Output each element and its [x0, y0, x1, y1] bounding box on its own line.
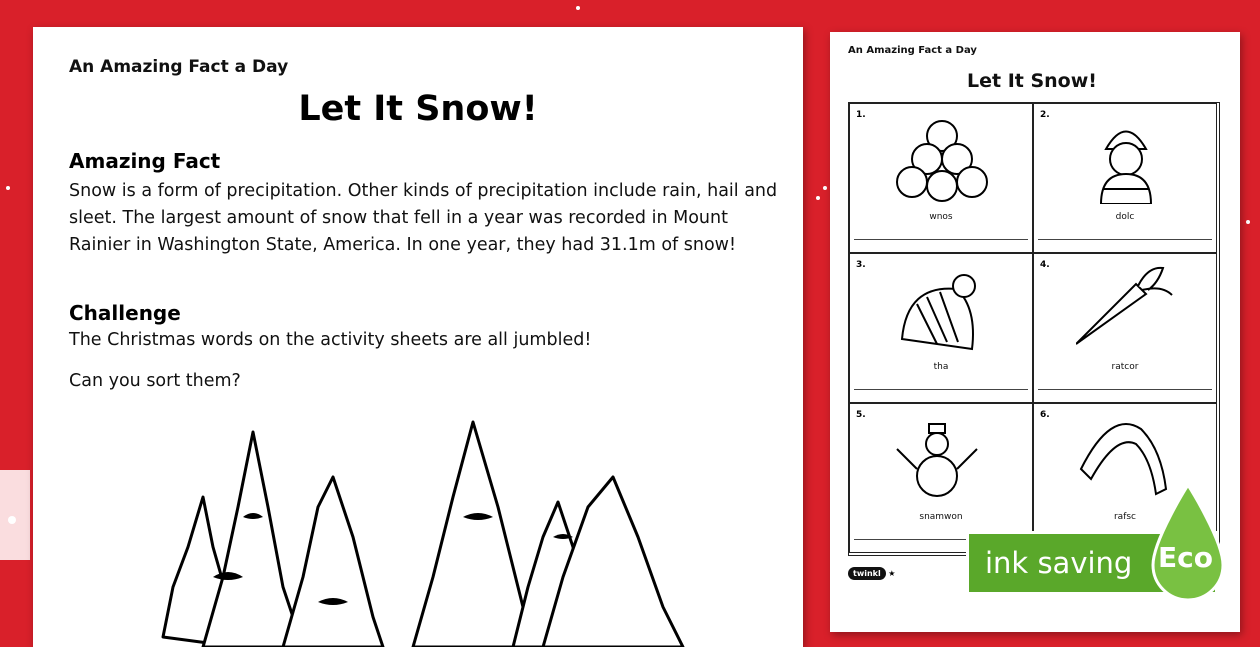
cell-number: 5. [856, 410, 866, 420]
ink-saving-label: ink saving [985, 546, 1133, 580]
jumbled-word: wnos [929, 212, 953, 222]
footer: twinkl ★ [848, 567, 895, 580]
jumbled-word: rafsc [1113, 512, 1137, 522]
challenge-heading: Challenge [69, 301, 181, 325]
grid-cell-4 [1033, 253, 1217, 403]
challenge-text: The Christmas words on the activity sheets are all jumbled! [69, 330, 592, 350]
answer-line[interactable] [854, 389, 1028, 390]
fact-text: Snow is a form of precipitation. Other kinds of precipitation include rain, hail and sleet. The largest amount of snow that fell in a year was recorded in Mount Rainier in Washington State, America. In one year, they had 31.1m of snow! [69, 181, 778, 255]
cell-number: 3. [856, 260, 866, 270]
fact-heading: Amazing Fact [69, 149, 221, 173]
cell-number: 1. [856, 110, 866, 120]
answer-line[interactable] [1038, 389, 1212, 390]
jumbled-word: dolc [1115, 212, 1135, 222]
snowy-trees-icon [143, 387, 703, 647]
cell-number: 2. [1040, 110, 1050, 120]
jumbled-word: ratcor [1111, 362, 1139, 372]
carrot-icon [1076, 264, 1176, 354]
grid-cell-1 [849, 103, 1033, 253]
jumbled-word: tha [933, 362, 949, 372]
cell-number: 6. [1040, 410, 1050, 420]
activity-series-title: An Amazing Fact a Day [848, 45, 977, 56]
cold-girl-icon [1076, 114, 1176, 204]
page-title: Let It Snow! [298, 89, 538, 129]
twinkl-logo: twinkl [848, 567, 886, 580]
jumbled-word: snamwon [919, 512, 963, 522]
series-title: An Amazing Fact a Day [69, 57, 289, 77]
snowballs-icon [892, 114, 992, 204]
grid-cell-3 [849, 253, 1033, 403]
answer-line[interactable] [854, 239, 1028, 240]
knit-hat-icon [892, 264, 992, 354]
activity-title: Let It Snow! [967, 70, 1097, 92]
question-text: Can you sort them? [69, 371, 241, 391]
eco-label: Eco [1158, 541, 1213, 574]
snowman-icon [892, 414, 992, 504]
fact-sheet [33, 27, 803, 647]
grid-cell-2 [1033, 103, 1217, 253]
cell-number: 4. [1040, 260, 1050, 270]
answer-line[interactable] [1038, 239, 1212, 240]
